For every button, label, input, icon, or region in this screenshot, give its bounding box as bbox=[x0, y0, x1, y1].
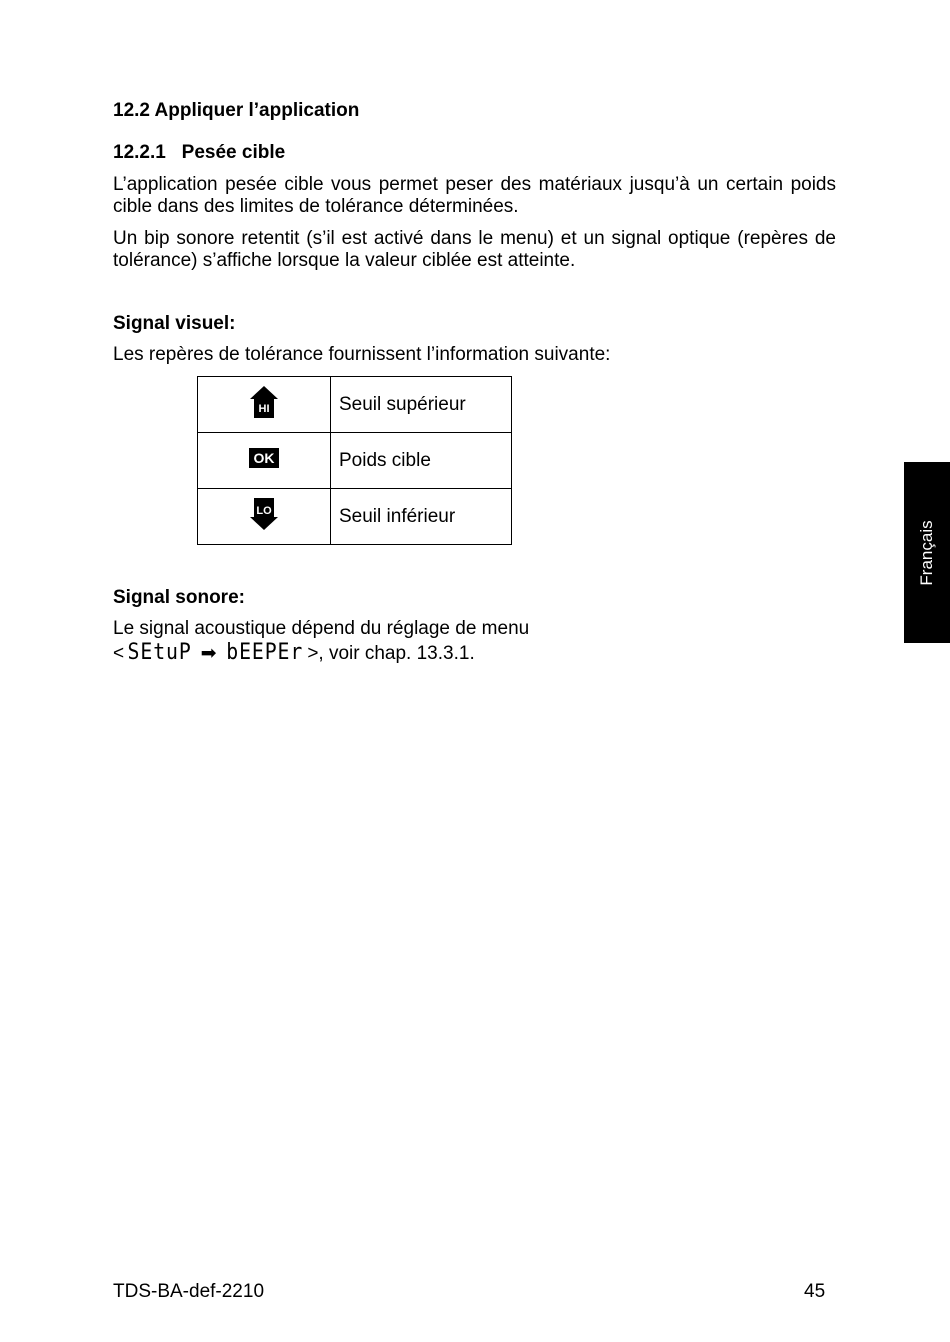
hi-icon-text: HI bbox=[258, 402, 270, 415]
beep-paragraph: Un bip sonore retentit (s’il est activé dans le menu) et un signal optique (repères de tolérance) s’affiche lorsque la valeur ciblée est atteinte. bbox=[113, 228, 836, 271]
subsection-title: 12.2.1 Pesée cible bbox=[113, 142, 286, 163]
table-row bbox=[198, 433, 512, 489]
lo-icon-text: LO bbox=[256, 504, 272, 517]
sound-signal-text: Le signal acoustique dépend du réglage de menu bbox=[113, 618, 530, 639]
ok-icon-text: OK bbox=[253, 449, 275, 466]
upper-limit-label: Seuil supérieur bbox=[331, 377, 512, 433]
page-number: 45 bbox=[804, 1281, 826, 1302]
menu-setup-lcd: SEtuP bbox=[127, 640, 192, 665]
intro-paragraph: L’application pesée cible vous permet peser des matériaux jusqu’à un certain poids cible dans des limites de tolérance déterminées. bbox=[113, 174, 836, 217]
language-side-tab bbox=[904, 462, 950, 643]
section-title: 12.2 Appliquer l’application bbox=[113, 100, 360, 121]
ok-box-icon bbox=[249, 448, 279, 468]
menu-path bbox=[113, 642, 475, 665]
lower-limit-label: Seuil inférieur bbox=[331, 489, 512, 545]
menu-path-close: >, voir chap. 13.3.1. bbox=[307, 643, 475, 664]
sound-signal-heading: Signal sonore: bbox=[113, 587, 245, 608]
table-row bbox=[198, 489, 512, 545]
table-row bbox=[198, 377, 512, 433]
footer-document-id: TDS-BA-def-2210 bbox=[113, 1281, 265, 1302]
arrow-right-icon: ➡ bbox=[200, 643, 217, 664]
visual-signal-intro: Les repères de tolérance fournissent l’information suivante: bbox=[113, 344, 611, 365]
menu-path-open: < bbox=[113, 643, 125, 664]
tolerance-table bbox=[197, 376, 512, 545]
lo-arrow-down-icon bbox=[249, 497, 279, 531]
hi-arrow-up-icon bbox=[249, 385, 279, 419]
target-weight-label: Poids cible bbox=[331, 433, 512, 489]
visual-signal-heading: Signal visuel: bbox=[113, 313, 236, 334]
menu-beeper-lcd: bEEPEr bbox=[226, 640, 304, 665]
language-tab-label: Français bbox=[917, 519, 936, 586]
